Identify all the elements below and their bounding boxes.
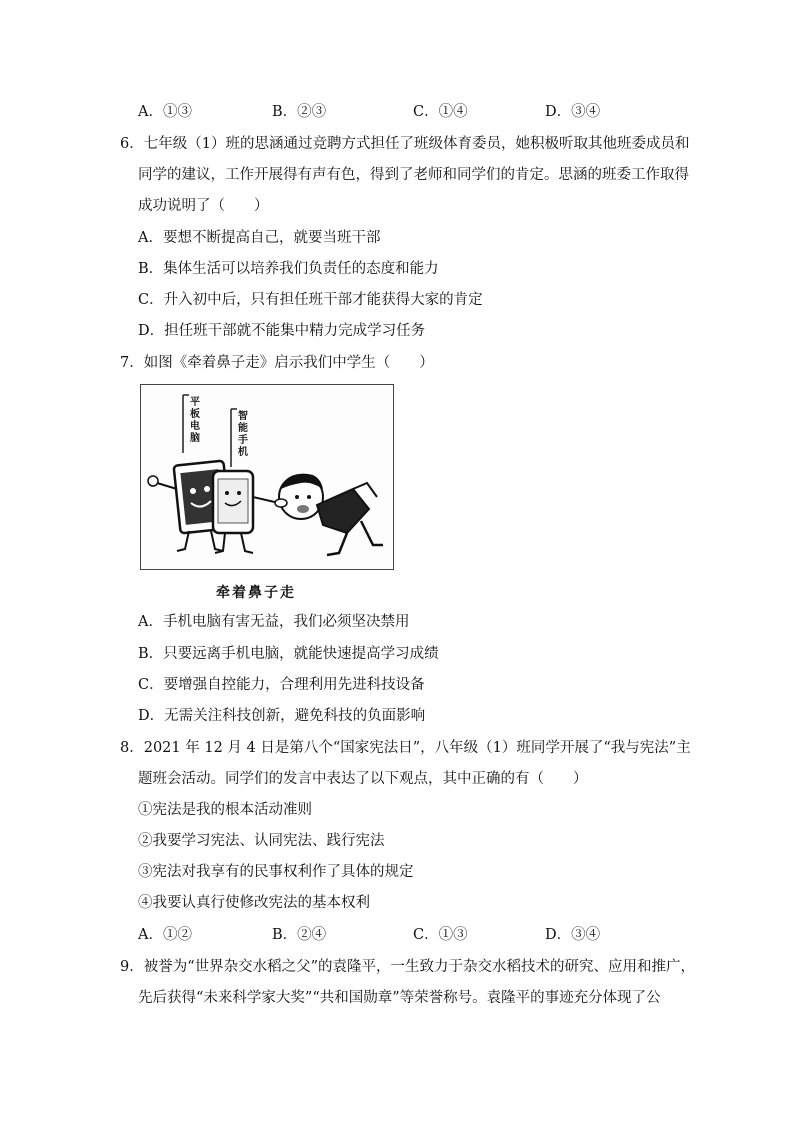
q8-statement-3: ③宪法对我享有的民事权利作了具体的规定 bbox=[138, 864, 414, 880]
q5-option-b: B．②③ bbox=[272, 104, 327, 120]
q5-option-a: A．①③ bbox=[138, 104, 192, 120]
q7-option-c: C．要增强自控能力，合理利用先进科技设备 bbox=[138, 677, 425, 693]
figure-caption: 牵着鼻子走 bbox=[216, 585, 296, 601]
q8-stem-line-2: 题班会活动。同学们的发言中表达了以下观点，其中正确的有（ ） bbox=[138, 771, 588, 787]
q7-option-d: D．无需关注科技创新，避免科技的负面影响 bbox=[138, 708, 426, 724]
q5-option-d: D．③④ bbox=[545, 104, 601, 120]
q8-option-b: B．②④ bbox=[272, 927, 327, 943]
q8-statement-1: ①宪法是我的根本活动准则 bbox=[138, 802, 312, 818]
q5-option-c: C．①④ bbox=[413, 104, 468, 120]
q8-statement-2: ②我要学习宪法、认同宪法、践行宪法 bbox=[138, 833, 385, 849]
label-phone: 智能手机 bbox=[238, 411, 248, 458]
cartoon-illustration bbox=[141, 385, 393, 569]
q6-option-d: D．担任班干部就不能集中精力完成学习任务 bbox=[138, 323, 426, 339]
q6-stem-line-3: 成功说明了（ ） bbox=[138, 198, 269, 214]
q6-option-c: C．升入初中后，只有担任班干部才能获得大家的肯定 bbox=[138, 292, 483, 308]
q7-stem: 7．如图《牵着鼻子走》启示我们中学生（ ） bbox=[120, 355, 434, 371]
q6-option-b: B．集体生活可以培养我们负责任的态度和能力 bbox=[138, 261, 439, 277]
q8-option-a: A．①② bbox=[138, 927, 192, 943]
q6-option-a: A．要想不断提高自己，就要当班干部 bbox=[138, 230, 381, 246]
label-tablet: 平板电脑 bbox=[190, 397, 200, 444]
q7-option-a: A．手机电脑有害无益，我们必须坚决禁用 bbox=[138, 614, 410, 630]
q8-option-d: D．③④ bbox=[545, 927, 601, 943]
q7-option-b: B．只要远离手机电脑，就能快速提高学习成绩 bbox=[138, 646, 439, 662]
cartoon-figure bbox=[140, 384, 394, 570]
q8-stem-line-1: 8．2021 年 12 月 4 日是第八个“国家宪法日”，八年级（1）班同学开展了“我与宪法”主 bbox=[120, 740, 691, 756]
q9-stem-line-2: 先后获得“未来科学家大奖”“共和国勋章”等荣誉称号。袁隆平的事迹充分体现了公 bbox=[138, 990, 661, 1006]
q9-stem-line-1: 9．被誉为“世界杂交水稻之父”的袁隆平，一生致力于杂交水稻技术的研究、应用和推广， bbox=[120, 959, 696, 975]
q8-statement-4: ④我要认真行使修改宪法的基本权利 bbox=[138, 895, 370, 911]
q6-stem-line-2: 同学的建议，工作开展得有声有色，得到了老师和同学们的肯定。思涵的班委工作取得 bbox=[138, 167, 689, 183]
q8-option-c: C．①③ bbox=[413, 927, 468, 943]
q6-stem-line-1: 6．七年级（1）班的思涵通过竞聘方式担任了班级体育委员，她积极听取其他班委成员和 bbox=[120, 136, 690, 152]
